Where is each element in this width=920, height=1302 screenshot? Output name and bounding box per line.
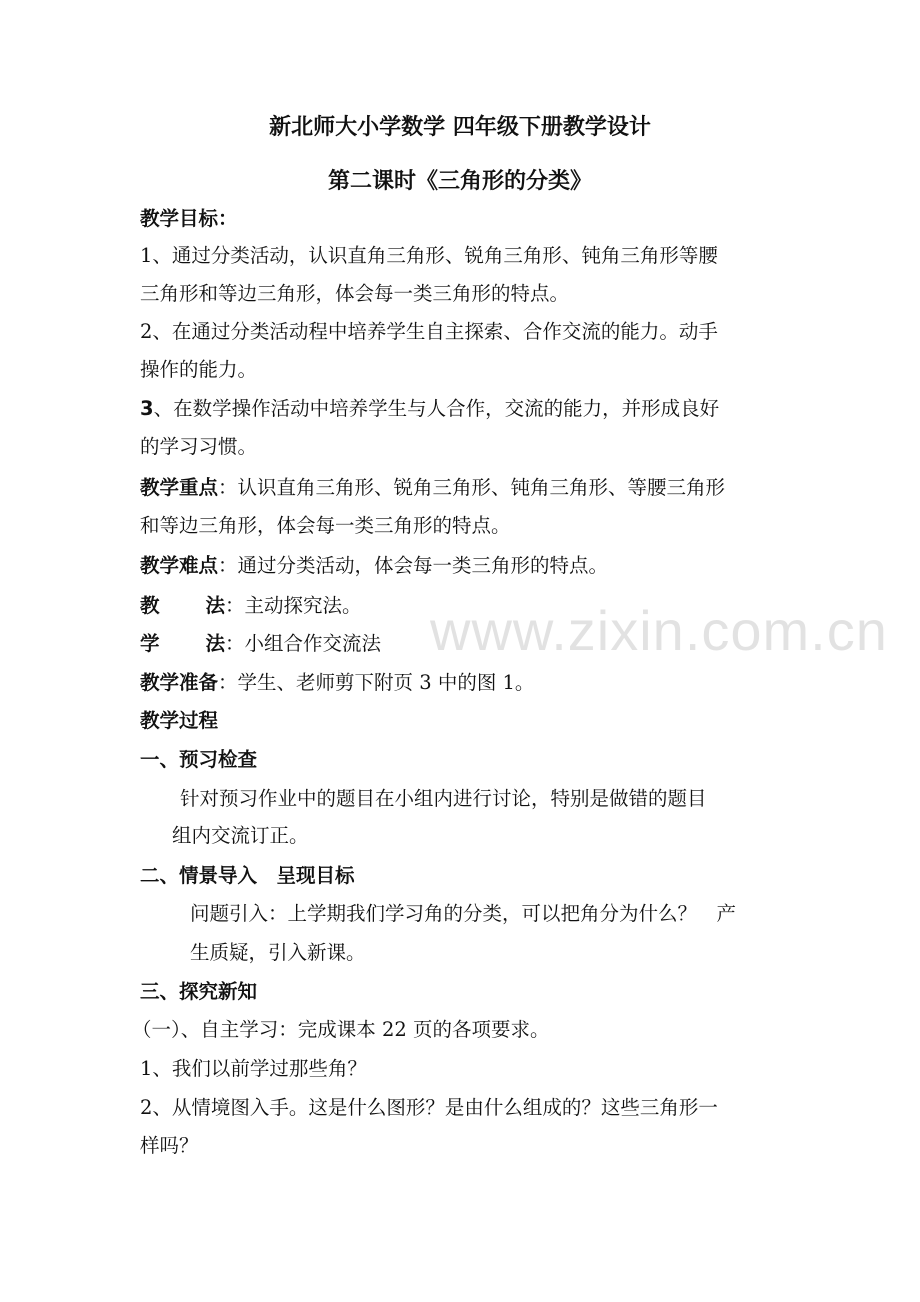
goal-1-line-1: 1、通过分类活动，认识直角三角形、锐角三角形、钝角三角形等腰 (140, 244, 718, 267)
question-2-line-2: 样吗？ (140, 1134, 199, 1157)
learning-method-label-2: 法 (205, 632, 226, 655)
document-title: 新北师大小学数学 四年级下册教学设计 (269, 115, 651, 140)
teaching-method-label-2: 法 (205, 594, 226, 617)
section-2-heading: 二、情景导入 呈现目标 (140, 864, 355, 887)
lesson-title: 第二课时《三角形的分类》 (327, 169, 592, 194)
question-1: 1、我们以前学过那些角？ (140, 1057, 367, 1080)
learning-method-label-1: 学 (140, 632, 160, 655)
section-2-line-2: 生质疑，引入新课。 (190, 941, 366, 964)
key-points-text: ：认识直角三角形、锐角三角形、钝角三角形、等腰三角形 (218, 476, 726, 499)
section-1-line-2: 组内交流订正。 (172, 824, 309, 847)
teaching-method-text: ：主动探究法。 (225, 594, 362, 617)
section-3-heading: 三、探究新知 (140, 980, 258, 1003)
key-points-line-2: 和等边三角形，体会每一类三角形的特点。 (140, 514, 511, 537)
difficulty-text: ：通过分类活动，体会每一类三角形的特点。 (218, 554, 609, 577)
section-1-line-1: 针对预习作业中的题目在小组内进行讨论，特别是做错的题目 (180, 787, 707, 810)
goal-2-line-2: 操作的能力。 (140, 358, 258, 381)
preparation-label: 教学准备 (140, 671, 219, 694)
key-points-line-1 (140, 474, 790, 502)
goal-2-line-1: 2、在通过分类活动程中培养学生自主探索、合作交流的能力。动手 (140, 320, 718, 343)
preparation-text: ：学生、老师剪下附页 3 中的图 1。 (218, 671, 535, 694)
key-points-label: 教学重点 (140, 476, 219, 499)
process-heading: 教学过程 (140, 709, 219, 732)
preparation-line (140, 669, 790, 697)
difficulty-label: 教学难点 (140, 554, 219, 577)
watermark: www.zixin.com.cn (430, 599, 888, 662)
goal-3-text: 、在数学操作活动中培养学生与人合作，交流的能力，并形成良好 (153, 397, 720, 420)
goal-1-line-2: 三角形和等边三角形，体会每一类三角形的特点。 (140, 282, 570, 305)
goals-heading: 教学目标： (140, 207, 238, 230)
section-2-line-1: 问题引入：上学期我们学习角的分类，可以把角分为什么？ 产 (190, 902, 737, 925)
teaching-method-label-1: 教 (140, 594, 160, 617)
goal-3-number: 3 (140, 397, 154, 420)
goal-3-line-2: 的学习习惯。 (140, 435, 258, 458)
section-1-heading: 一、预习检查 (140, 748, 258, 771)
self-study-subheading: （一）、自主学习：完成课本 22 页的各项要求。 (132, 1018, 550, 1041)
goal-3-line-1 (140, 395, 790, 423)
question-2-line-1: 2、从情境图入手。这是什么图形？是由什么组成的？这些三角形一 (140, 1096, 718, 1119)
difficulty-line (140, 552, 790, 580)
learning-method-text: ：小组合作交流法 (225, 632, 382, 655)
